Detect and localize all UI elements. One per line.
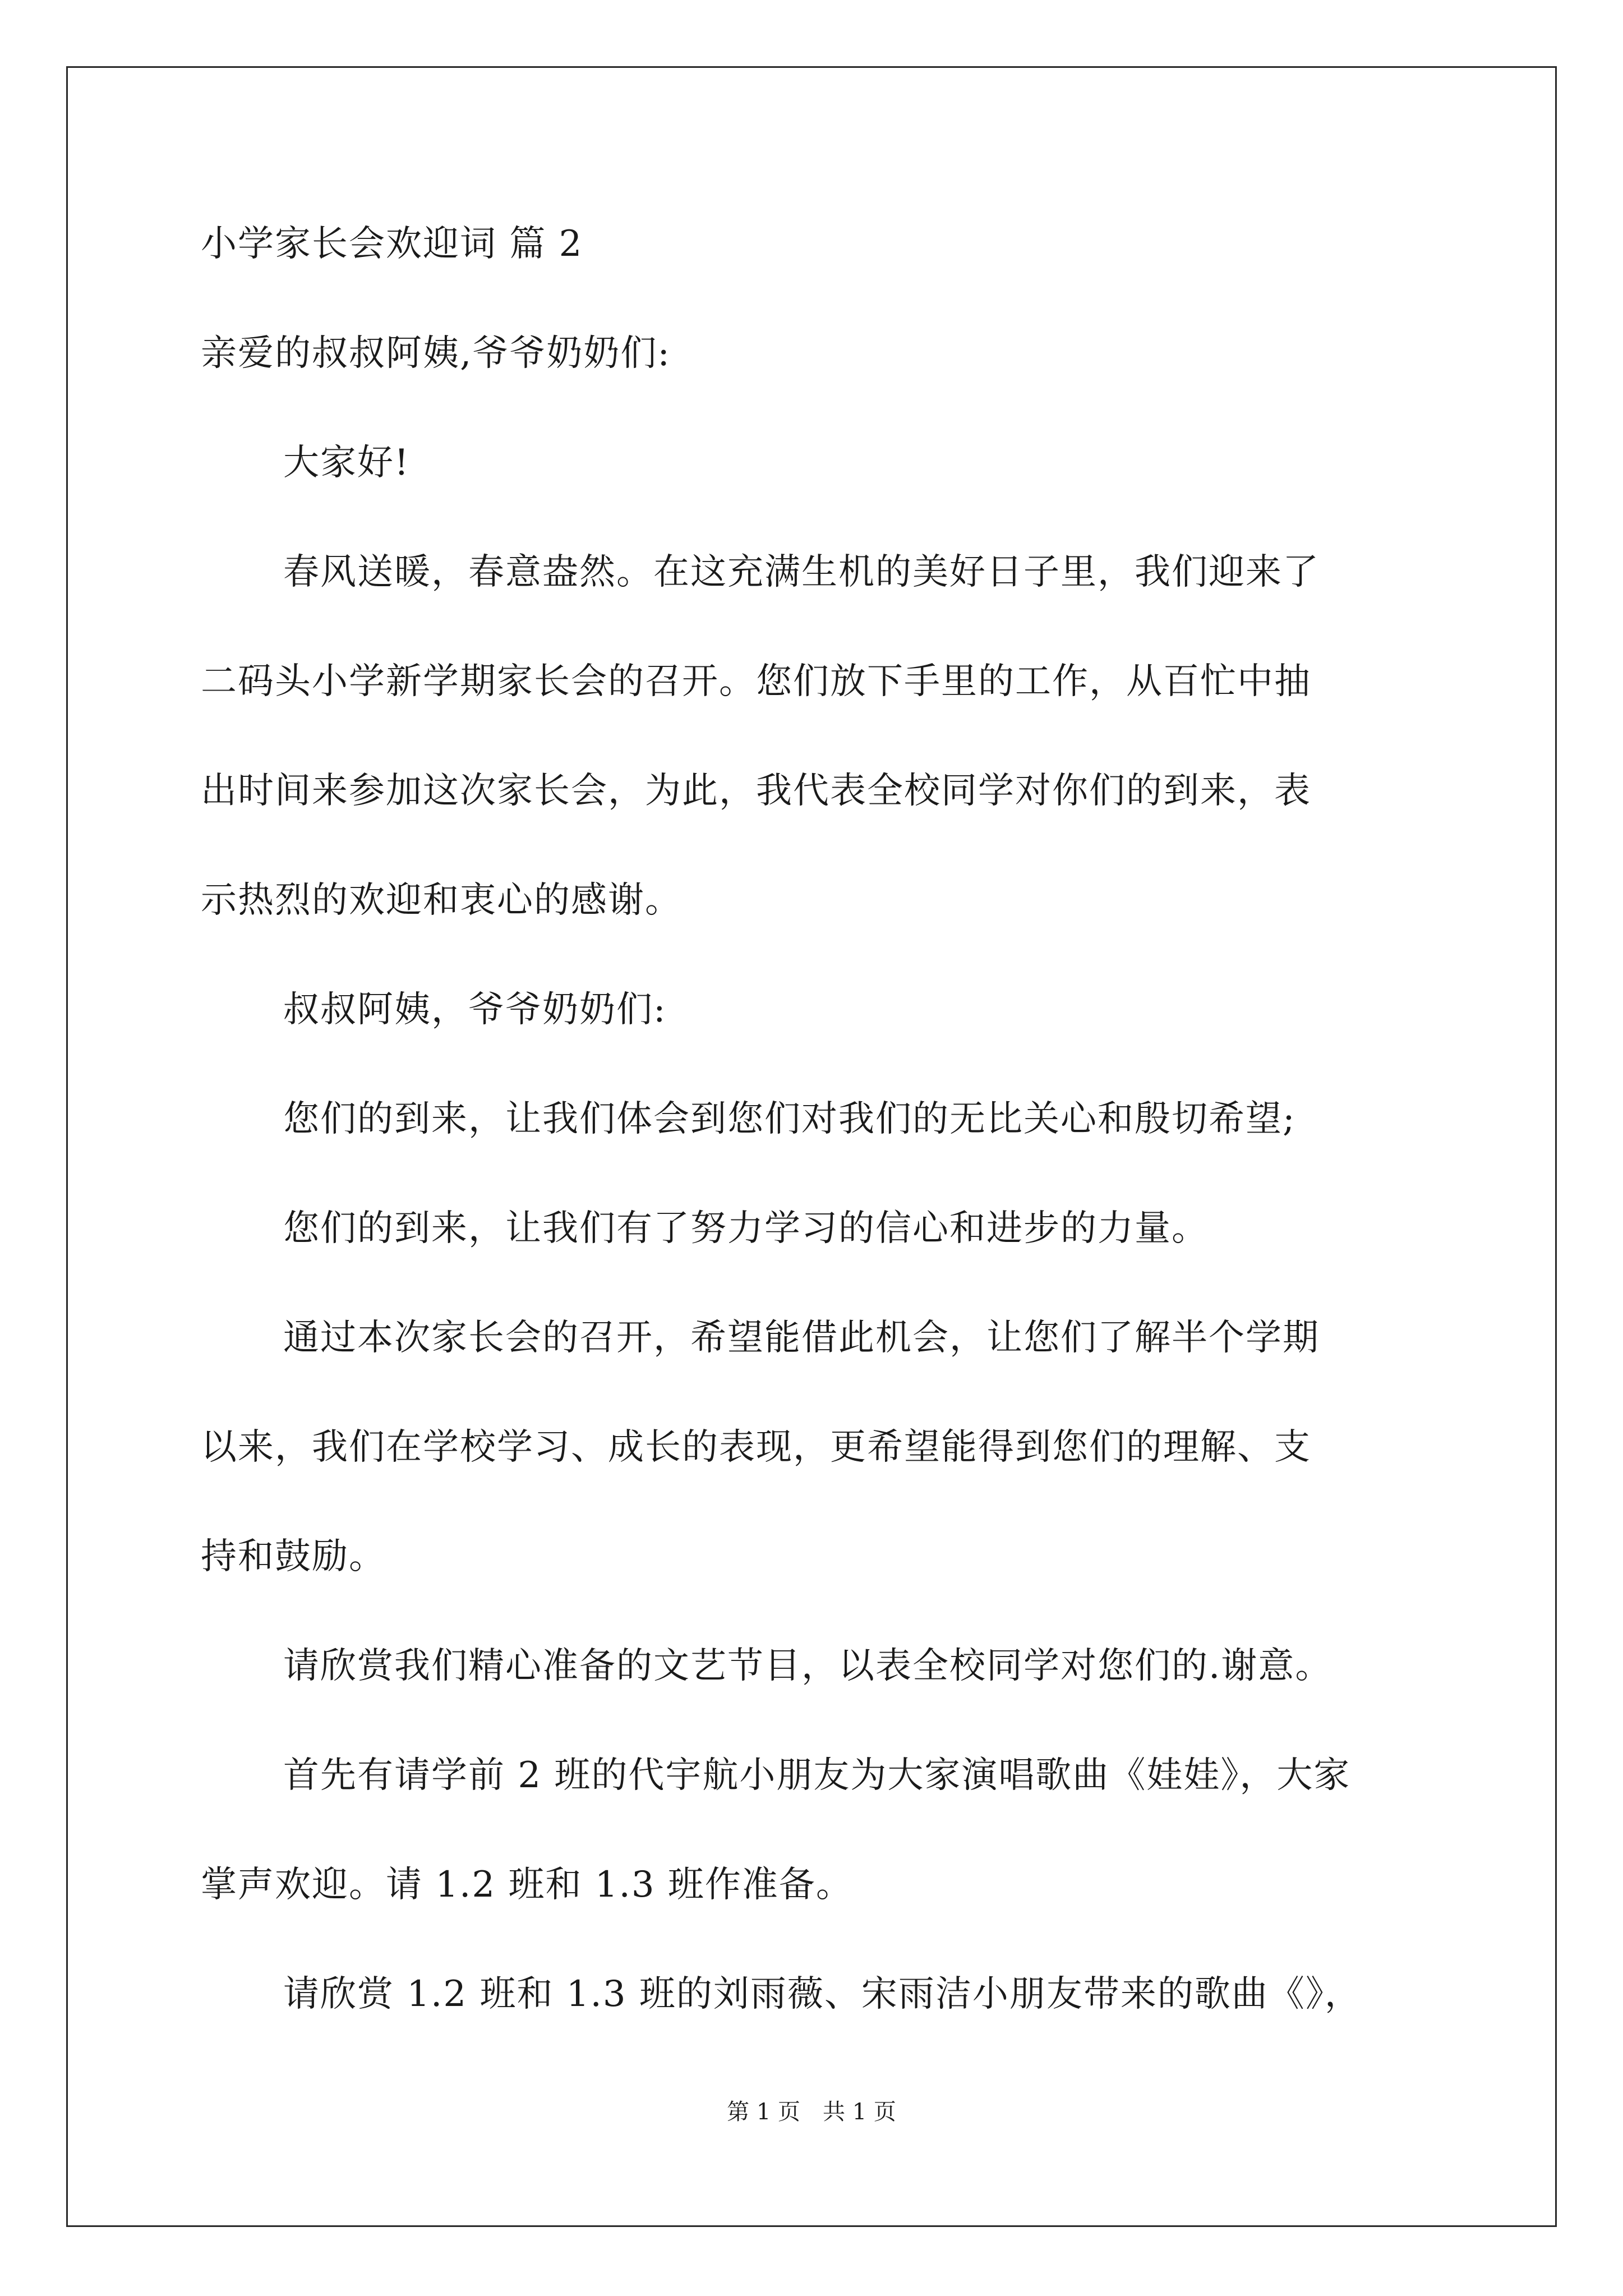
paragraph-line: 持和鼓励。 [201, 1536, 386, 1577]
paragraph-line: 掌声欢迎。请 1.2 班和 1.3 班作准备。 [201, 1864, 853, 1906]
paragraph-line: 叔叔阿姨，爷爷奶奶们: [283, 989, 667, 1030]
paragraph-line: 二码头小学新学期家长会的召开。您们放下手里的工作，从百忙中抽 [201, 661, 1311, 702]
paragraph-line: 首先有请学前 2 班的代宇航小朋友为大家演唱歌曲《娃娃》，大家 [283, 1755, 1351, 1796]
paragraph-line: 示热烈的欢迎和衷心的感谢。 [201, 880, 682, 921]
paragraph-line: 出时间来参加这次家长会，为此，我代表全校同学对你们的到来，表 [201, 770, 1311, 812]
paragraph-line: 请欣赏我们精心准备的文艺节目，以表全校同学对您们的.谢意。 [283, 1645, 1332, 1687]
page-number: 第 1 页 [727, 2099, 800, 2125]
paragraph-line: 请欣赏 1.2 班和 1.3 班的刘雨薇、宋雨洁小朋友带来的歌曲《》， [283, 1973, 1362, 2015]
paragraph-line: 您们的到来，让我们有了努力学习的信心和进步的力量。 [283, 1208, 1209, 1249]
paragraph-line: 通过本次家长会的召开，希望能借此机会，让您们了解半个学期 [283, 1317, 1320, 1359]
greeting-line: 亲爱的叔叔阿姨,爷爷奶奶们: [201, 333, 671, 374]
document-title: 小学家长会欢迎词 篇 2 [201, 223, 583, 265]
page-footer [0, 2098, 1623, 2126]
page-total: 共 1 页 [823, 2099, 896, 2125]
paragraph-line: 春风送暖，春意盎然。在这充满生机的美好日子里，我们迎来了 [283, 551, 1320, 593]
paragraph-line: 以来，我们在学校学习、成长的表现，更希望能得到您们的理解、支 [201, 1427, 1311, 1468]
paragraph-line: 您们的到来，让我们体会到您们对我们的无比关心和殷切希望; [283, 1098, 1296, 1140]
paragraph-line: 大家好! [283, 442, 410, 484]
